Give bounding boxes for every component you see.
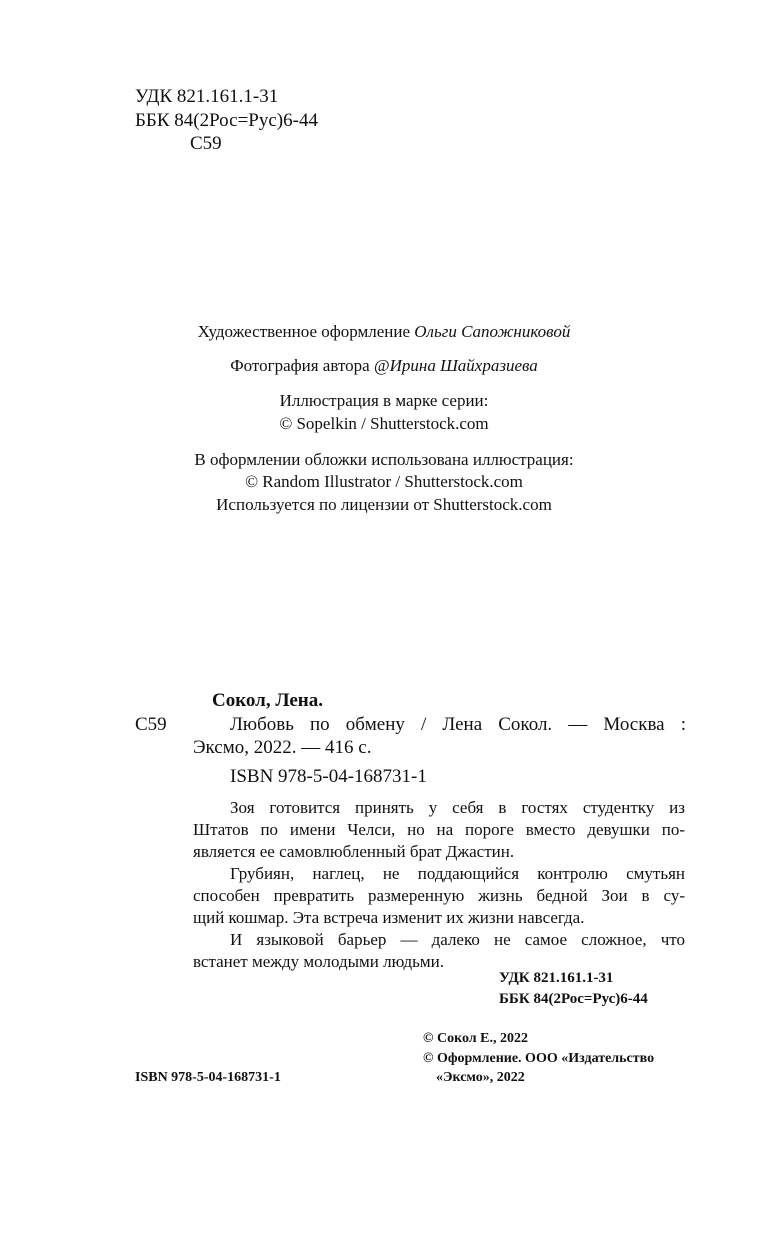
annotation-p3-line1: И языковой барьер — далеко не самое сложное, что — [230, 930, 685, 949]
annotation-p1-line2: Штатов по имени Челси, но на пороге вместо девушки по- — [193, 820, 685, 839]
udk-footer: УДК 821.161.1-31 — [499, 970, 614, 986]
author-sign-header: С59 — [190, 133, 222, 154]
annotation-p1-line1: Зоя готовится принять у себя в гостях студентку из — [230, 798, 685, 817]
annotation-p1-line3: является ее самовлюбленный брат Джастин. — [193, 842, 515, 861]
annotation — [193, 797, 685, 973]
cover-illustration-line1: В оформлении обложки использована иллюстрация: — [194, 450, 574, 469]
bbk-header: ББК 84(2Рос=Рус)6-44 — [135, 110, 318, 131]
series-illustration-line2: © Sopelkin / Shutterstock.com — [279, 414, 489, 433]
photographer-name: Ирина Шайхразиева — [389, 356, 538, 375]
copyright-author: © Сокол Е., 2022 — [423, 1031, 528, 1046]
isbn-footer: ISBN 978-5-04-168731-1 — [135, 1070, 281, 1085]
catalog-title-line1: Любовь по обмену / Лена Сокол. — Москва : — [230, 714, 686, 735]
annotation-p3-line2: встанет между молодыми людьми. — [193, 952, 444, 971]
catalog-author: Сокол, Лена. — [212, 690, 323, 711]
cover-illustration-line2: © Random Illustrator / Shutterstock.com — [245, 472, 523, 491]
cover-license-line: Используется по лицензии от Shutterstock.com — [216, 495, 552, 514]
udk-header: УДК 821.161.1-31 — [135, 86, 279, 107]
annotation-p2-line2: способен превратить размеренную жизнь бедной Зои в су- — [193, 886, 685, 905]
catalog-title-line2: Эксмо, 2022. — 416 с. — [193, 737, 372, 758]
designer-name: Ольги Сапожниковой — [414, 322, 571, 341]
annotation-p2-line3: щий кошмар. Эта встреча изменит их жизни навсегда. — [193, 908, 585, 927]
design-credit — [0, 322, 768, 342]
copyright-design-line2: «Эксмо», 2022 — [436, 1070, 525, 1085]
catalog-code: С59 — [135, 714, 167, 735]
copyright-design-line1: © Оформление. ООО «Издательство — [423, 1051, 655, 1066]
series-illustration-line1: Иллюстрация в марке серии: — [279, 391, 489, 410]
catalog-isbn: ISBN 978-5-04-168731-1 — [230, 766, 427, 787]
bbk-footer: ББК 84(2Рос=Рус)6-44 — [499, 991, 648, 1007]
photo-label: Фотография автора @ — [230, 356, 390, 375]
annotation-p2-line1: Грубиян, наглец, не поддающийся контролю смутьян — [230, 864, 685, 883]
design-label: Художественное оформление — [197, 322, 411, 341]
photo-credit — [0, 356, 768, 376]
